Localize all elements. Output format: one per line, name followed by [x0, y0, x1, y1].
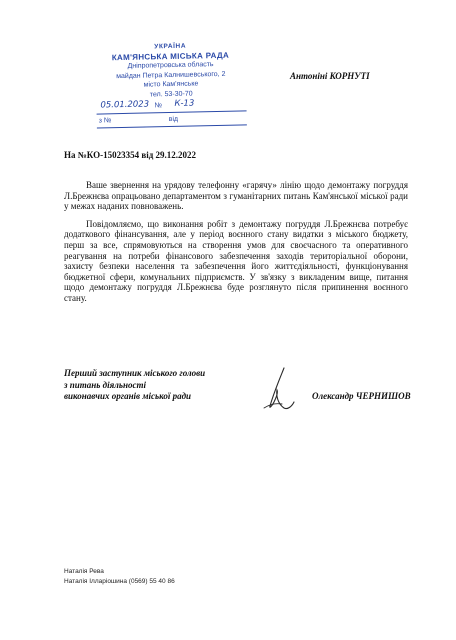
body-paragraph-1: Ваше звернення на урядову телефонну «гарячу» лінію щодо демонтажу погруддя Л.Брежнєва опрацьовано департаментом з гуманітарних питань Кам'янської міської ради у межах наданих повноважень.: [64, 180, 408, 212]
executor-footer: [64, 567, 175, 587]
stamp-country: УКРАЇНА: [154, 42, 187, 51]
footer-line-1: Наталія Рева: [64, 568, 104, 575]
registration-stamp: [95, 40, 247, 128]
stamp-region: Дніпропетровська область: [127, 61, 214, 70]
handwritten-signature: [262, 366, 298, 412]
signatory-title-line-1: Перший заступник міського голови: [64, 368, 206, 378]
stamp-registration-line: [96, 99, 246, 114]
reference-line: На №КО-15023354 від 29.12.2022: [64, 150, 197, 160]
stamp-phone: тел. 53-30-70: [149, 90, 193, 98]
signatory-title-line-2: з питань діяльності: [64, 379, 146, 390]
stamp-reg-number-prefix: №: [154, 102, 163, 110]
body-paragraph-2: Повідомляємо, що виконання робіт з демонтажу погруддя Л.Брежнєва потребує додаткового фінансування, але у період воєнного стану видатки з міського бюджету, перш за все, спрямовуються на створення умов для своєчасного та оперативного реагування на потреби фінансового забезпечення заходів територіальної оборони, захисту безпеки населення та забезпечення його життєдіяльності, функціонування бюджетної сфери, комунальних підприємств. У зв'язку з викладеним вище, питання щодо демонтажу погруддя Л.Брежнєва буде розглянуто після припинення воєнного стану.: [64, 218, 408, 303]
stamp-ref-mid: від: [168, 115, 179, 124]
stamp-street: майдан Петра Калнишевського, 2: [116, 70, 226, 80]
signatory-title: [64, 368, 205, 403]
stamp-reg-date: 05.01.2023: [100, 99, 150, 111]
stamp-ref-prefix: з №: [98, 117, 112, 125]
stamp-reference-line: [97, 113, 247, 128]
signatory-name: Олександр ЧЕРНИШОВ: [312, 391, 411, 401]
stamp-council: КАМ'ЯНСЬКА МІСЬКА РАДА: [111, 50, 230, 62]
stamp-city: місто Кам'янське: [143, 80, 199, 89]
addressee: Антоніні КОРНУТІ: [290, 71, 370, 81]
stamp-reg-number: К-13: [174, 98, 195, 109]
letter-body: [64, 180, 408, 311]
footer-line-2: Наталія Ілларіошина (0569) 55 40 86: [64, 578, 175, 585]
signatory-title-line-3: виконавчих органів міської ради: [64, 391, 192, 401]
